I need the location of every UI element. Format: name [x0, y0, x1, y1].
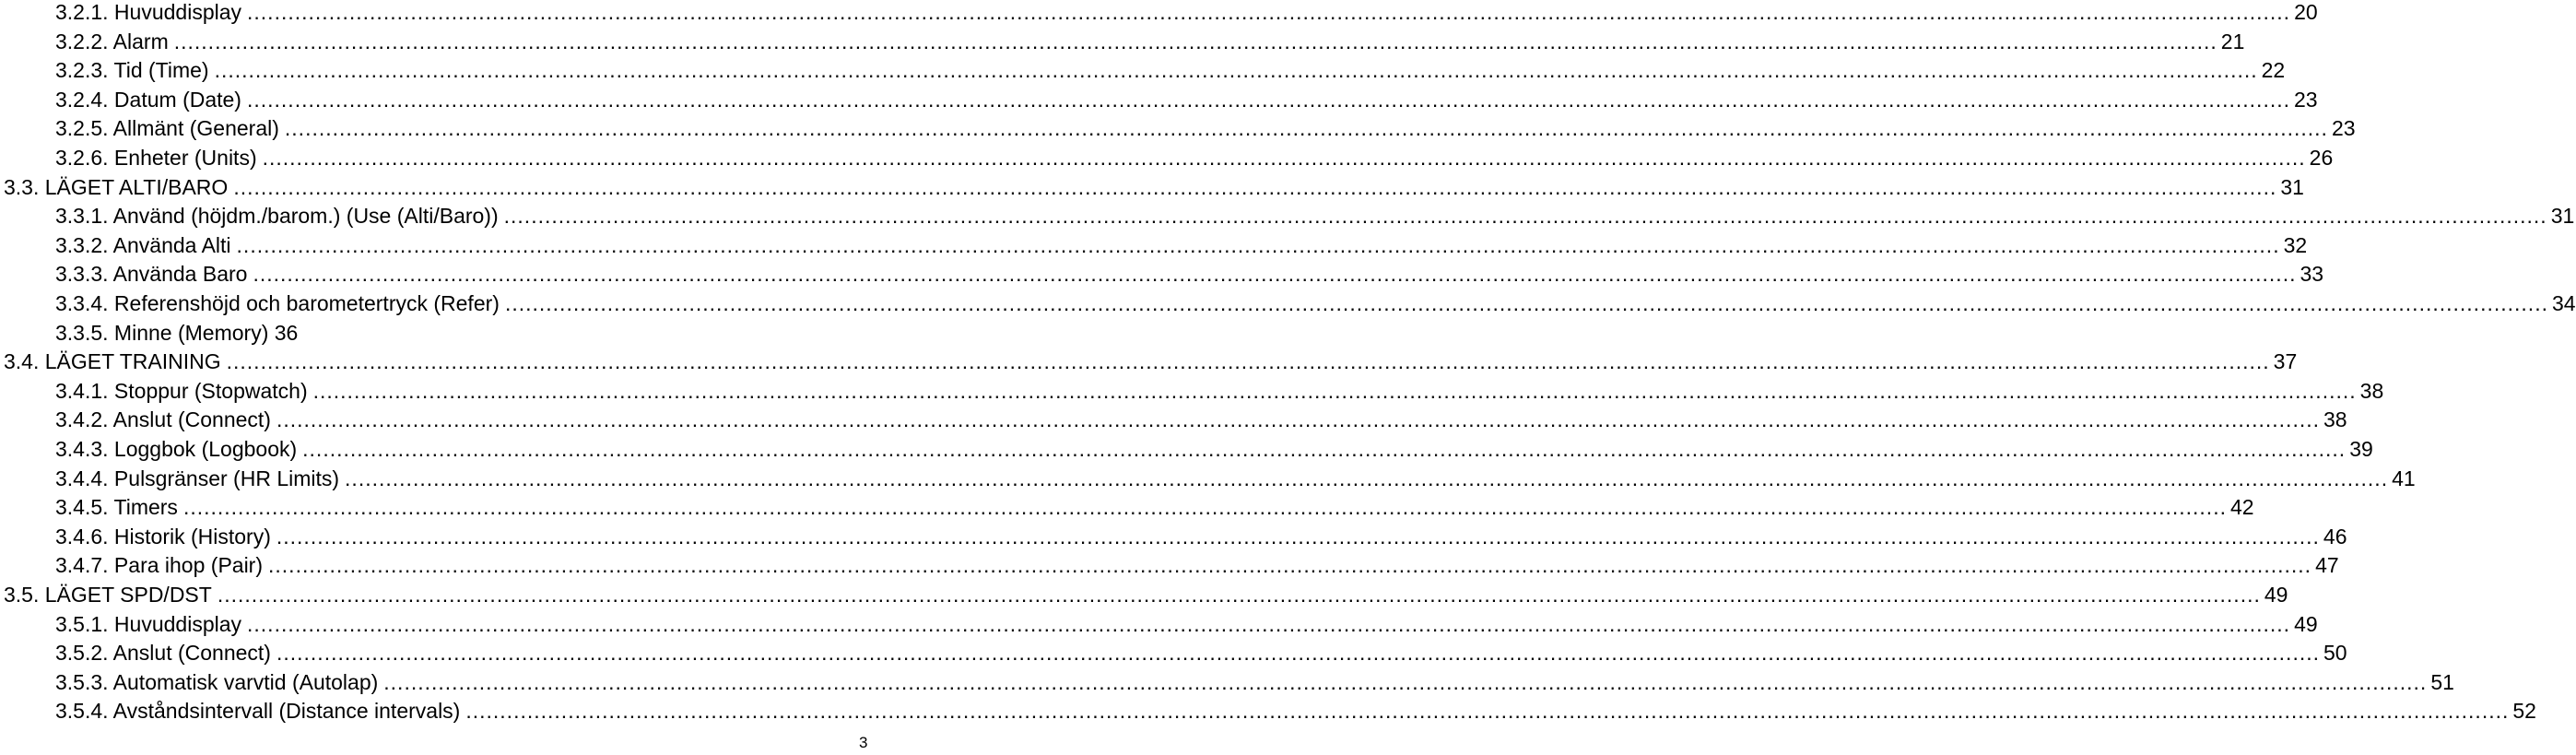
toc-entry-label: 3.3.1. Använd (höjdm./barom.) (Use (Alti/Baro))	[55, 204, 499, 229]
toc-dot-leader: ............................................................................................................................................................................................................................................................................................................	[276, 641, 2321, 666]
toc-dot-leader: ............................................................................................................................................................................................................................................................................................................	[247, 0, 2291, 24]
toc-entry[interactable]	[55, 611, 2318, 636]
toc-entry[interactable]	[4, 583, 2288, 607]
toc-entry-label: 3.4. LÄGET TRAINING	[4, 349, 221, 374]
toc-entry-page: 31	[2280, 174, 2304, 199]
toc-entry[interactable]	[55, 437, 2373, 461]
toc-entry-label: 3.4.6. Historik (History)	[55, 524, 271, 549]
toc-entry-label: 3.4.7. Para ihop (Pair)	[55, 553, 264, 578]
toc-entry[interactable]	[55, 58, 2286, 83]
toc-dot-leader: ............................................................................................................................................................................................................................................................................................................	[217, 583, 2261, 607]
toc-dot-leader: ............................................................................................................................................................................................................................................................................................................	[246, 87, 2291, 112]
toc-dot-leader: ............................................................................................................................................................................................................................................................................................................	[173, 29, 2217, 53]
toc-entry[interactable]	[55, 641, 2347, 666]
toc-entry-page: 31	[2550, 204, 2575, 229]
toc-entry-label: 3.5.3. Automatisk varvtid (Autolap)	[55, 669, 379, 694]
toc-entry-page: 38	[2359, 378, 2384, 403]
toc-entry[interactable]	[4, 174, 2304, 199]
toc-entry-page: 32	[2283, 232, 2308, 257]
page-number: 3	[859, 734, 868, 751]
toc-entry[interactable]	[55, 204, 2575, 229]
toc-dot-leader: ............................................................................................................................................................................................................................................................................................................	[233, 174, 2277, 199]
toc-entry-page: 49	[2294, 611, 2318, 636]
toc-entry-page: 52	[2512, 699, 2536, 724]
toc-dot-leader: ............................................................................................................................................................................................................................................................................................................	[312, 378, 2357, 403]
toc-dot-leader: ............................................................................................................................................................................................................................................................................................................	[383, 669, 2428, 694]
toc-entry-page: 49	[2264, 583, 2288, 607]
toc-entry[interactable]	[55, 699, 2536, 724]
toc-entry-page: 47	[2315, 553, 2339, 578]
toc-entry[interactable]	[55, 146, 2334, 170]
toc-dot-leader: ............................................................................................................................................................................................................................................................................................................	[236, 232, 2280, 257]
toc-entry-page: 42	[2229, 495, 2254, 520]
toc-entry[interactable]	[55, 553, 2339, 578]
toc-dot-leader: ............................................................................................................................................................................................................................................................................................................	[276, 407, 2321, 432]
toc-dot-leader: ............................................................................................................................................................................................................................................................................................................	[284, 116, 2328, 141]
toc-entry-page: 41	[2392, 466, 2416, 490]
toc-entry[interactable]	[55, 669, 2454, 694]
toc-entry-label: 3.4.3. Loggbok (Logbook)	[55, 437, 298, 461]
toc-entry-page: 33	[2300, 262, 2324, 287]
toc-dot-leader: ............................................................................................................................................................................................................................................................................................................	[276, 524, 2320, 549]
toc-entry[interactable]	[55, 291, 2576, 315]
toc-entry-label: 3.5.4. Avståndsintervall (Distance intervals)	[55, 699, 461, 724]
toc-entry[interactable]	[55, 524, 2347, 549]
toc-entry-page: 23	[2331, 116, 2356, 141]
toc-dot-leader: ............................................................................................................................................................................................................................................................................................................	[504, 291, 2548, 315]
toc-entry[interactable]	[55, 87, 2318, 112]
toc-entry-page: 20	[2294, 0, 2318, 24]
toc-entry-label: 3.5. LÄGET SPD/DST	[4, 583, 212, 607]
toc-entry-label: 3.5.1. Huvuddisplay	[55, 611, 242, 636]
toc-entry-label: 3.3.4. Referenshöjd och barometertryck (Refer)	[55, 291, 500, 315]
toc-entry[interactable]	[55, 29, 2245, 53]
toc-entry-page: 26	[2309, 146, 2334, 170]
toc-entry-label: 3.5.2. Anslut (Connect)	[55, 641, 271, 666]
toc-entry-label: 3.2.4. Datum (Date)	[55, 87, 241, 112]
toc-dot-leader: ............................................................................................................................................................................................................................................................................................................	[247, 611, 2291, 636]
toc-entry-page: 22	[2261, 58, 2286, 83]
toc-entry-page: 34	[2551, 291, 2576, 315]
toc-entry-label: 3.3.2. Använda Alti	[55, 232, 231, 257]
toc-entry[interactable]	[55, 495, 2254, 520]
toc-entry-label: 3.4.2. Anslut (Connect)	[55, 407, 271, 432]
toc-dot-leader: ............................................................................................................................................................................................................................................................................................................	[182, 495, 2227, 520]
toc-entry-label: 3.2.1. Huvuddisplay	[55, 0, 242, 24]
toc-entry-label: 3.2.6. Enheter (Units)	[55, 146, 257, 170]
toc-entry-page: 21	[2220, 29, 2245, 53]
toc-entry-page: 38	[2323, 407, 2347, 432]
toc-dot-leader: ............................................................................................................................................................................................................................................................................................................	[262, 146, 2306, 170]
toc-entry[interactable]	[55, 321, 298, 345]
toc-dot-leader: ............................................................................................................................................................................................................................................................................................................	[214, 58, 2258, 83]
toc-entry-label: 3.2.2. Alarm	[55, 29, 169, 53]
toc-entry-label: 3.4.1. Stoppur (Stopwatch)	[55, 378, 308, 403]
toc-entry-label: 3.2.5. Allmänt (General)	[55, 116, 279, 141]
toc-entry[interactable]	[55, 0, 2318, 24]
toc-entry-label: 3.4.4. Pulsgränser (HR Limits)	[55, 466, 340, 490]
toc-entry-page: 46	[2323, 524, 2347, 549]
toc-entry[interactable]	[55, 466, 2416, 490]
toc-entry-page: 37	[2273, 349, 2298, 374]
toc-dot-leader: ............................................................................................................................................................................................................................................................................................................	[302, 437, 2347, 461]
toc-dot-leader: ............................................................................................................................................................................................................................................................................................................	[226, 349, 2270, 374]
toc-entry-label: 3.3. LÄGET ALTI/BARO	[4, 174, 229, 199]
toc-entry-label: 3.3.3. Använda Baro	[55, 262, 248, 287]
toc-entry[interactable]	[55, 116, 2356, 141]
toc-dot-leader: ............................................................................................................................................................................................................................................................................................................	[253, 262, 2297, 287]
toc-entry[interactable]	[55, 378, 2384, 403]
toc-entry-label: 3.4.5. Timers	[55, 495, 178, 520]
toc-entry[interactable]	[55, 232, 2308, 257]
toc-entry[interactable]	[55, 407, 2347, 432]
toc-entry-label: 3.3.5. Minne (Memory) 36	[55, 320, 299, 345]
toc-entry-page: 50	[2323, 641, 2347, 666]
toc-entry[interactable]	[4, 349, 2298, 374]
toc-entry-page: 39	[2349, 437, 2373, 461]
toc-dot-leader: ............................................................................................................................................................................................................................................................................................................	[345, 466, 2389, 490]
toc-dot-leader: ............................................................................................................................................................................................................................................................................................................	[268, 553, 2312, 578]
toc-dot-leader: ............................................................................................................................................................................................................................................................................................................	[503, 204, 2547, 229]
toc-entry-page: 23	[2294, 87, 2318, 112]
toc-entry[interactable]	[55, 262, 2324, 287]
toc-dot-leader: ............................................................................................................................................................................................................................................................................................................	[465, 699, 2510, 724]
toc-entry-label: 3.2.3. Tid (Time)	[55, 58, 209, 83]
toc-entry-page: 51	[2430, 669, 2454, 694]
